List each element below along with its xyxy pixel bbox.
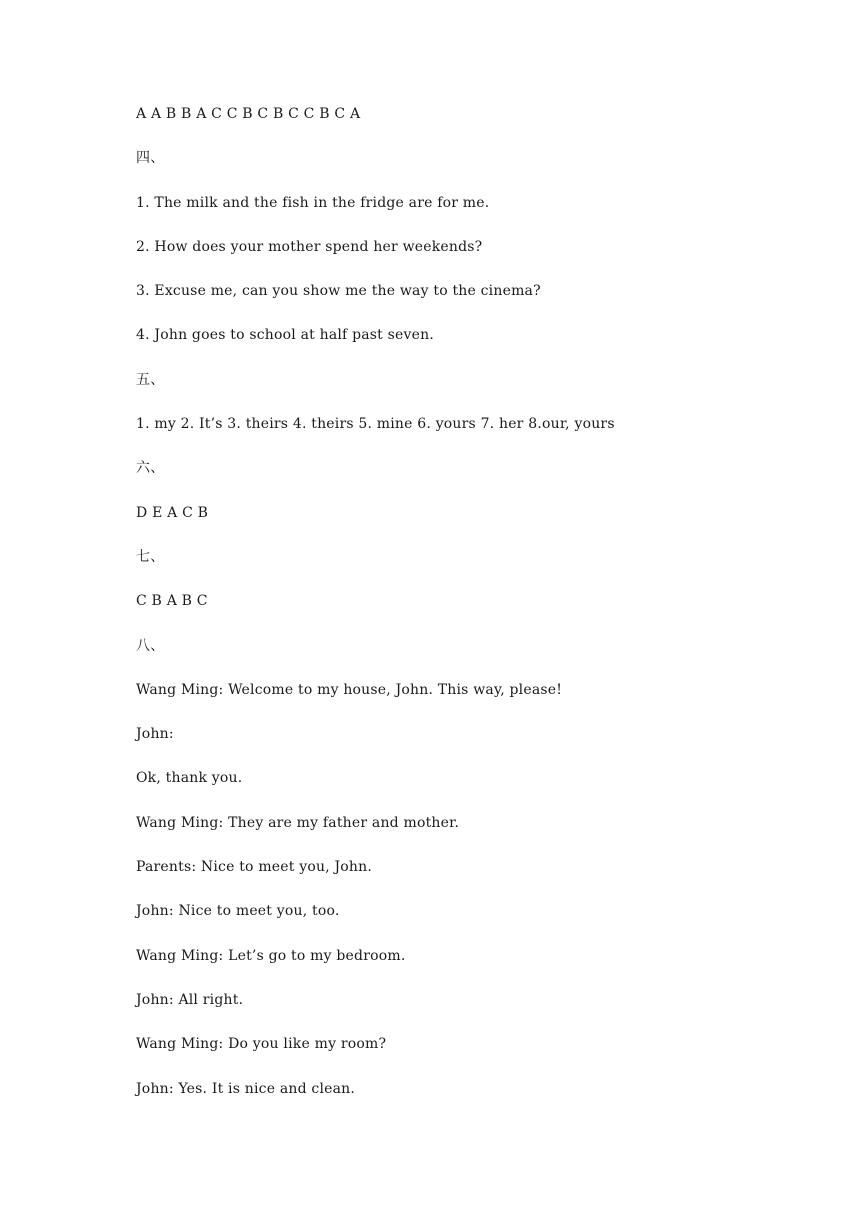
dialogue-line: Wang Ming: Welcome to my house, John. This way, please! xyxy=(136,681,563,698)
dialogue-line: Parents: Nice to meet you, John. xyxy=(136,859,373,876)
dialogue-line: Ok, thank you. xyxy=(136,770,243,787)
section-heading-4: 四、 xyxy=(136,150,165,167)
answer-line: 2. How does your mother spend her weekends? xyxy=(136,238,483,255)
dialogue-line: Wang Ming: Do you like my room? xyxy=(136,1036,387,1053)
section-heading-6: 六、 xyxy=(136,460,165,477)
answer-line: C B A B C xyxy=(136,593,208,610)
dialogue-line: Wang Ming: Let’s go to my bedroom. xyxy=(136,947,406,964)
section-heading-7: 七、 xyxy=(136,548,165,565)
section-heading-8: 八、 xyxy=(136,637,165,654)
answer-key-content xyxy=(136,104,836,1123)
dialogue-line: Wang Ming: They are my father and mother. xyxy=(136,814,460,831)
dialogue-line: John: Nice to meet you, too. xyxy=(136,903,340,920)
answer-line: 1. my 2. It’s 3. theirs 4. theirs 5. mine 6. yours 7. her 8.our, yours xyxy=(136,416,615,433)
dialogue-line: John: Yes. It is nice and clean. xyxy=(136,1080,356,1097)
section-heading-5: 五、 xyxy=(136,371,165,388)
answer-line: D E A C B xyxy=(136,504,209,521)
answers-section-3: A A B B A C C B C B C C B C A xyxy=(136,106,361,122)
dialogue-line: John: All right. xyxy=(136,991,244,1008)
dialogue-line: John: xyxy=(136,726,174,743)
answer-line: 1. The milk and the fish in the fridge are for me. xyxy=(136,194,490,211)
answer-line: 3. Excuse me, can you show me the way to the cinema? xyxy=(136,283,541,300)
answer-line: 4. John goes to school at half past seven. xyxy=(136,327,434,344)
